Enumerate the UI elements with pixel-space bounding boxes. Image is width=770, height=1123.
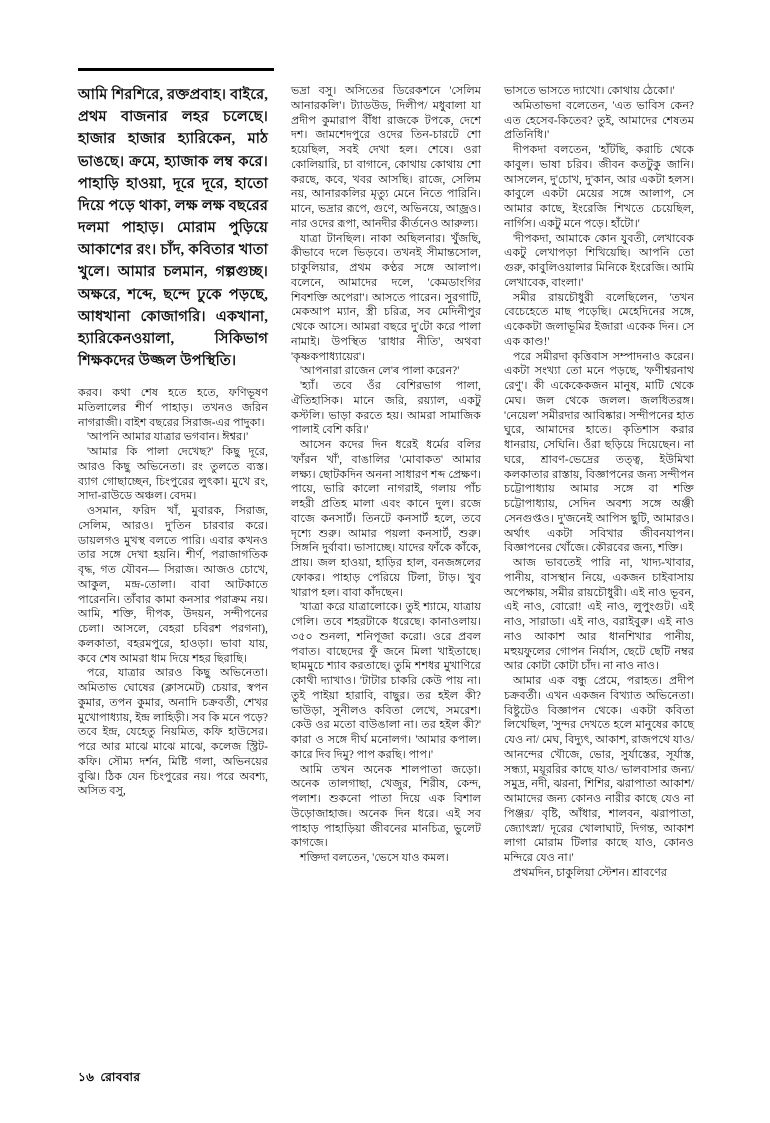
paragraph: অমিতাভদা বলেতেন, 'এত ভাবিস কেন? এত হেসেব-কিতেব? তুই, আমাদের শেষতম প্রতিনিধি।' [504,99,694,142]
paragraph: শক্তিদা বলতেন, 'ভেসে যাও কমল। [300,852,449,864]
paragraph: 'দীপকদা, আমাকে কোন যুবতী, লেখাবেক একটু লেখাপড়া শিখিয়েছি। আপনি তো গুরু, কাবুলিওয়ালার মিনিকে ইংরেজি। আমি লেখাবেক, বাংলা।' [504,232,694,289]
paragraph: যাত্রা টানছিল। নাকা অছিলনার। খুঁজছি, কীভাবে দলে ভিড়বে। তখনই সীমান্তসোল, চাকুলিয়ার, প্রথম কণ্ঠর সঙ্গে আলাপ। বলেনে, আমাদের দলে, 'কেমডাংগির শিবশক্তি অপেরা'। আসতে পারেন। সুরগাটি, মেকআপ ম্যান, স্ত্রী চরিত্র, সব মেদিনীপুর থেকে আসে। আমরা বছরে দু'টো করে পালা নামাই। উপস্থিত 'রাধার নীতি', অথবা 'কৃষ্ণকপাধ্যায়ের'। [291,232,481,363]
footer-section-label: রোববার [100,1070,141,1084]
paragraph: করব। কথা শেষ হতে হতে, ফণিভূষণ মতিলালের শীর্ণ পাহাড়। তখনও জরিন নাগরাজী। বাইশ বছরের সিরাজ-এর পাদুকা। [78,387,268,429]
poem-excerpt: আমি শিরশিরে, রক্তপ্রবাহ। বাইরে, প্রথম বাজনার লহর চলেছে। হাজার হাজার হ্যারিকেন, মাঠ ভাঙছে। ক্রমে, হ্যাজাক লম্ব করে। পাহাড়ি হাওয়া, দূরে দূরে, হাতো দিয়ে পড়ে থাকা, লক্ষ লক্ষ বছরের দলমা পাহাড়। মোরাম পুড়িয়ে আকাশের রং। চাঁদ, কবিতার খাতা খুলে। আমার চলমান, গল্পগুচ্ছ। অক্ষরে, শব্দে, ছন্দে ঢুকে পড়ছে, আধখানা কোজাগরি। একখানা, হ্যারিকেনওয়ালা, সিকিভাগ শিক্ষকদের উজ্জল উপস্থিতি। [78,87,268,370]
paragraph: আমার এক বন্ধু প্রেমে, পরাহত। প্রদীপ চক্রবর্তী। এখন একজন বিখ্যাত অভিনেতা। বিষ্টুটেও বিজ্ঞাপন থেকে। একটা কবিতা লিখেছিল, 'সুন্দর দেখতে হলে মানুষের কাছে যেও না/ মেঘ, বিদ্যুৎ, আকাশ, রাজপথে যাও/ আনন্দের খৌজে, ভোর, সুর্যাস্তের, সূর্যাস্ত, সন্ধ্যা, ময়ূররির কাছে যাও/ ভালবাসার জন্য/ সমুদ্র, নদী, ঝরনা, শিশির, ঝরাপাতা আকাশ/ আমাদের জন্য কোনও নারীর কাছে যেও না পিঞ্জর/ বৃষ্টি, আঁধার, শালবন, ঝরাপাতা, জ্যোৎস্না/ দূরের খোলাঘাট, দিগন্ত, আকাশ লাগা মোরাম টিলার কাছে যাও, কোনও মন্দিরে যেও না।' [504,675,694,864]
paragraph: পরে, যাত্রার আরও কিছু অভিনেতা। অমিতাভ ঘোষের (ক্লাসমেট) চেয়ার, স্বপন কুমার, তপন কুমার, অনাদি চক্রবর্তী, শেখর মুখোপাধ্যায়, ইন্দ্র লাহিড়ী। সব কি মনে পড়ে? তবে ইন্দ্র, যেহেতু নিয়মিত, কফি হাউসের। পরে আর মাঝে মাঝে মাঝে, কলেজ স্ট্রিট-কফি। সৌম্য দর্শন, মিষ্টি গলা, অভিনয়ের বুঝি। ঠিক যেন চিংপুরের নয়। পরে অবশ্য, অসিত বসু, [78,667,268,798]
paragraph: ভদ্রা বসু। অসিতের ডিরেকশনে 'সেলিম আনারকলি'। ট্যাডউড, দিলীপ/ মধুবালা যা প্রদীপ কুমারাপ বীঁধা রাজকে টপকে, দেশে দশ। জামশেদপুরে ওদের তিন-চারটে শো হয়েছিল, সবই দেখা হল। শেষে। ওরা কোলিয়ারি, চা বাগানে, কোথায় কোথায় শো করছে, কবে, খবর আসছি। রাজে, সেলিম নয়, আনারকলির মৃত্যু মেনে নিতে পারিনি। মানে, ভদ্রার রূপে, গুণে, অভিনয়ে, আজ্রও। নার ওদের রূপা, আনদীর কীর্তনেও আরুল্য। [291,85,481,230]
paragraph: পরে সমীরদা কৃত্তিবাস সম্পাদনাও করেন। একটা সংখ্যা তো মনে পড়ছে, 'ফণীশ্বরনাথ রেণু'। কী একেকেকজন মানুষ, মাটি থেকে মেঘ। জল থেকে জলল। জলধিতরঙ্গ। 'নেয়েল' সমীরদার আবিষ্কার। সন্দীপনের হাত ঘুরে, আমাদের হাতে। কৃতিশাস করার ধানরায়, সেঘিনি। ওঁরা ছড়িয়ে দিয়েছেন। না ঘরে, শ্রাবণ-ভেদ্রের তত্ত্ব, ইউমিখা কলকাতার রাস্তায়, বিজ্ঞাপনের জন্য সন্দীপন চট্টোপাধ্যায় আমার সঙ্গে বা শক্তি চট্টোপাধ্যায়, সেদিন অবশ্য সঙ্গে অঞ্জী সেনগুপ্তও। দু'জনেই আপিস ছুটি, আমারও। অর্থাৎ একটা সবিখার জীবনযাপন। বিজ্ঞাপনের খোঁজে। কৌরবের জন্য, শক্তি। [504,350,694,555]
paragraph: 'হ্যাঁ। তবে ওঁর বেশিরভাগ পালা, ঐতিহাসিক। মানে জরি, রয়্যাল, একটু কস্টলি। ভাড়া করতে হয়। আমরা সামাজিক পালাই বেশি করি।' [291,380,481,437]
paragraph: আসেন কদের দিন ধরেই ধর্মের বলির 'ফাঁরন খাঁ', বাঙালির 'মোবাকত' আমার লক্ষ্য। ছোটকদিন অননা সাধারণ শব্দ প্রেক্ষণ। পায়ে, ভারি কালো নাগরাই, গলায় পাঁচ লহরী প্রতিহ মালা এবং কানে দুল। রজে বাজে কনসার্ট। তিনটে কনসার্ট হলে, তবে দৃশ্যে শুরু। আমার পয়লা কনসার্ট, শুরু। সিঙ্গনি দুর্বাবা। ভাসাচ্ছে। যাদের ফাঁকে কাঁকে, প্রায়। জল হাওয়া, হাড়ির হাল, বনজঙ্গলের ফোকর। পাহাড় পেরিয়ে টিলা, টাড়। খুব খারাপ হল। বাবা কাঁদছেন। [291,439,481,599]
column-2 [291,84,481,866]
article-columns [78,84,694,1054]
column-3 [504,84,694,881]
paragraph: 'যাত্রা করে যাত্রালোকে। তুই শ্যামে, যাত্রায় গেলি। তবে শহরটাকে ধরেছে। কানাওলায়। ৩৫০ শুনলা, শনিপূজা করো। ওরে প্রবল পবাত। বাছেদের ফুঁ জনে মিলা খাইতাছে। ছামমুচে শ্যাব করতাছে। তুমি শশধর মুখাণিরে কোথী দ্যাখাও। 'টাটার চাকরি কেউ পায় না। তুই পাইয়া হারাবি, বাছুর। তর হইল কী? ভাউড়া, সুনীলও কবিতা লেখে, সমরেশ। কেউ ওর মতো বাউঙালা না। তর হইল কী?' কারা ও সঙ্গে দীর্ঘ মনোলগ। 'আমার কপাল। কারে দিব দিমু? পাপ করছি। পাপ।' [291,601,481,761]
paragraph: ভাসতে ভাসতে দ্যাখো। কোথায় ঠেকো।' [504,85,675,97]
paragraph: আজ ভাবতেই পারি না, খাদ্য-খাবার, পানীয়, বাসস্থান নিয়ে, একজন চাইবাসায় অপেক্ষায়, সমীর রায়চৌধুরী। এই নাও ভূবন, এই নাও, বোরো! এই নাও, লুপুংগুট। এই নাও, সারাডা। এই নাও, বরাইবুরু। এই নাও নাও আকাশ আর ধানশিখার পানীয়, মহুয়ফুলের গোপন নির্যাস, ছেটে ছেটি নম্বর আর কোটা কোটা চাঁদ। না নাও নাও। [504,557,694,673]
paragraph: প্রথমদিন, চাকুলিয়া স্টেশন। শ্রাবণের [513,866,667,879]
paragraph: 'আপনি আমার যাত্রার ভগবান। ঈশ্বর।' [87,431,249,444]
paragraph: আমি তখন অনেক শালপাতা জড়ো। অনেক তালগাছা, খেজুর, শিরীষ, কেন্দ, পলাশ। শুকনো পাতা দিয়ে এক বিশাল উড়োজাহাজ। অনেক দিন ধরে। এই সব পাহাড় পাহাড়িয়া জীবনের মানচিত্র, ভুলেট কাগজে। [291,763,481,850]
paragraph: সমীর রায়চৌধুরী বলেছিলেন, 'তখন বেচেহেতে মাছ পড়েছি। মেহেদিনের সঙ্গে, একেকটা জলাভূমির ইজারা একেক দিন। সে এক কাণ্ড!' [504,291,694,348]
top-rule-divider [78,68,274,71]
paragraph: ওসমান, ফরিদ খাঁ, মুবারক, সিরাজ, সেলিম, আরও। দু'তিন চারবার করে। ডায়লগও মুখস্থ বলতে পারি। এবার কখনও তার সঙ্গে দেখা হয়নি। শীর্ণ, পরাজাগতিক বৃদ্ধ, গত যৌবন— সিরাজ। আজও চোখে, আকুল, মন্দ্র-তোলা। বাবা আটকাতে পারেননি। তাঁবার কামা কনসার পরাক্রম নয়। আমি, শক্তি, দীপক, উদয়ন, সন্দীপনের চেলা। আসলে, বেহরা চবিরশ পরগনা), কলকাতা, বহরমপুরে, হাওড়া। ভাবা যায়, কবে শেষ আমরা ধাম দিয়ে শহর ছিরাছি। [78,505,268,665]
column-1 [78,84,268,799]
page-number: ১৬ [78,1070,95,1084]
paragraph: 'আপনারা রাজেন লে'ৰ পালা করেন?' [300,365,460,378]
paragraph: 'আমার কি পালা দেখেছ?' কিছু দূরে, আরও কিছু অভিনেতা। রং তুলতে ব্যস্ত। ব্যাগ গোছাচ্ছেন, চিংপুরের লুৎকা। মুখে রং, সাদা-রাউডে অঞ্চল। বেদম। [78,446,268,503]
paragraph: দীপকদা বলতেন, 'হাঁটছি, করাচি থেকে কাবুল। ভাষা চরিব। জীবন কতটুকু জানি। আসলেন, দু'চোখ, দু'কান, আর একটা হলস। কাবুলে একটা মেয়ের সঙ্গে আলাপ, সে আমার কাছে, ইংরেজি শিখতে চেয়েছিল, নার্গিস। একটু মনে পড়ে। হাঁটো।' [504,144,694,230]
page-footer [78,1069,140,1089]
